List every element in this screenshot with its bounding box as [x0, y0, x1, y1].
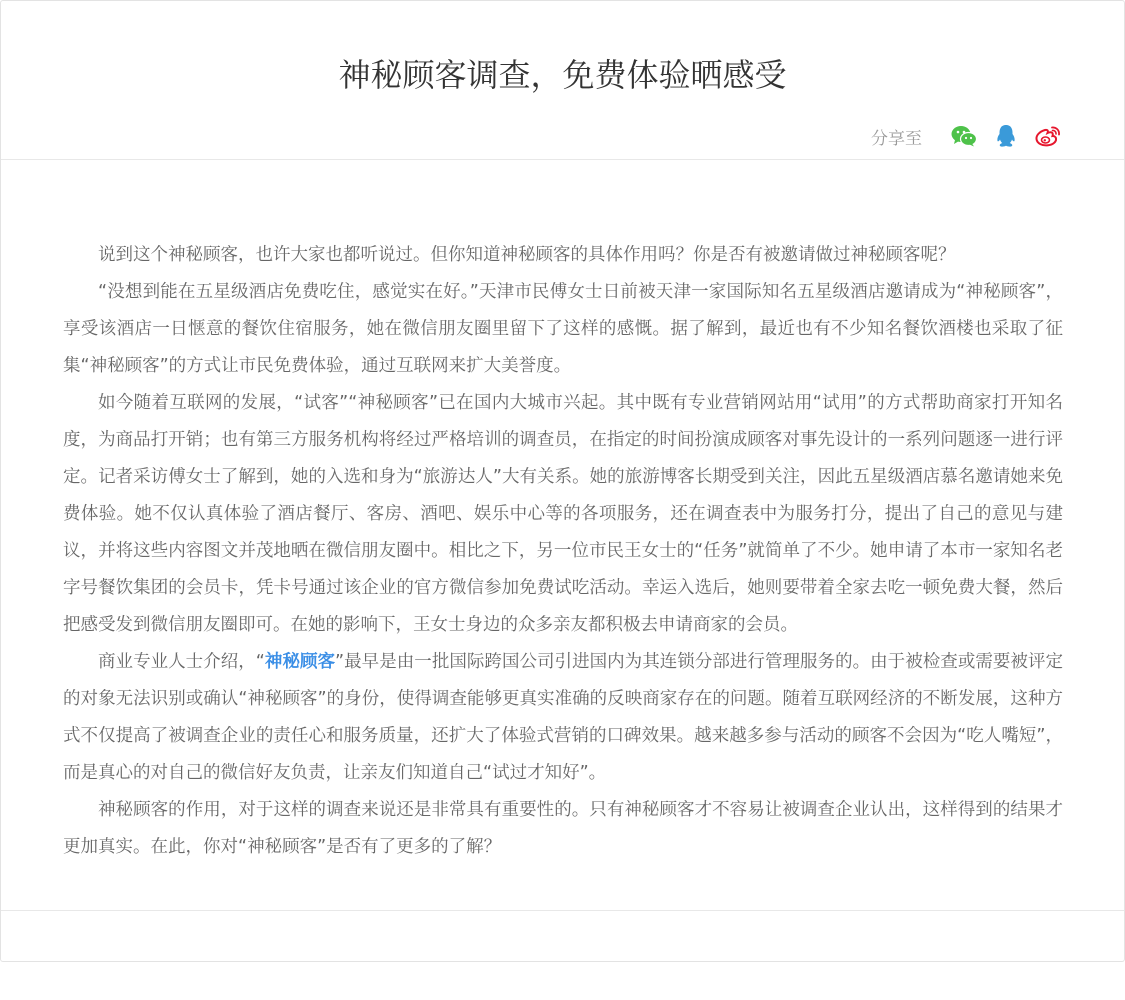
paragraph-4-before: 商业专业人士介绍，“: [98, 652, 265, 672]
paragraph-2: “没想到能在五星级酒店免费吃住，感觉实在好。”天津市民傅女士日前被天津一家国际知名五星级酒店邀请成为“神秘顾客”，享受该酒店一日惬意的餐饮住宿服务，她在微信朋友圈里留下了这样的感慨。据了解到，最近也有不少知名餐饮酒楼也采取了征集“神秘顾客”的方式让市民免费体验，通过互联网来扩大美誉度。: [63, 282, 1063, 376]
weibo-icon: [1035, 125, 1061, 147]
qq-icon: [995, 124, 1017, 148]
wechat-icon: [951, 125, 977, 147]
share-wechat-button[interactable]: [950, 122, 978, 150]
article-body: [63, 237, 1063, 866]
share-weibo-button[interactable]: [1034, 122, 1062, 150]
share-bar: [871, 121, 1062, 151]
article-header: [1, 1, 1124, 160]
paragraph-4-after: ”最早是由一批国际跨国公司引进国内为其连锁分部进行管理服务的。由于被检查或需要被评定的对象无法识别或确认“神秘顾客”的身份，使得调查能够更真实准确的反映商家存在的问题。随着互联网经济的不断发展，这种方式不仅提高了被调查企业的责任心和服务质量，还扩大了体验式营销的口碑效果。越来越多参与活动的顾客不会因为“吃人嘴短”，而是真心的对自己的微信好友负责，让亲友们知道自己“试过才知好”。: [63, 652, 1063, 783]
article-title: 神秘顾客调查，免费体验晒感受: [338, 56, 787, 94]
share-qq-button[interactable]: [992, 122, 1020, 150]
share-label: 分享至: [871, 128, 922, 149]
article-footer: [1, 910, 1124, 962]
mystery-customer-link[interactable]: 神秘顾客: [264, 652, 336, 672]
paragraph-5: 神秘顾客的作用，对于这样的调查来说还是非常具有重要性的。只有神秘顾客才不容易让被调查企业认出，这样得到的结果才更加真实。在此，你对“神秘顾客”是否有了更多的了解？: [63, 800, 1063, 857]
paragraph-4: [63, 644, 1063, 792]
paragraph-3: 如今随着互联网的发展，“试客”“神秘顾客”已在国内大城市兴起。其中既有专业营销网站用“试用”的方式帮助商家打开知名度，为商品打开销；也有第三方服务机构将经过严格培训的调查员，在指定的时间扮演成顾客对事先设计的一系列问题逐一进行评定。记者采访傅女士了解到，她的入选和身为“旅游达人”大有关系。她的旅游博客长期受到关注，因此五星级酒店慕名邀请她来免费体验。她不仅认真体验了酒店餐厅、客房、酒吧、娱乐中心等的各项服务，还在调查表中为服务打分，提出了自己的意见与建议，并将这些内容图文并茂地晒在微信朋友圈中。相比之下，另一位市民王女士的“任务”就简单了不少。她申请了本市一家知名老字号餐饮集团的会员卡，凭卡号通过该企业的官方微信参加免费试吃活动。幸运入选后，她则要带着全家去吃一顿免费大餐，然后把感受发到微信朋友圈即可。在她的影响下，王女士身边的众多亲友都积极去申请商家的会员。: [63, 393, 1063, 635]
paragraph-1: 说到这个神秘顾客，也许大家也都听说过。但你知道神秘顾客的具体作用吗？你是否有被邀请做过神秘顾客呢？: [98, 245, 956, 265]
